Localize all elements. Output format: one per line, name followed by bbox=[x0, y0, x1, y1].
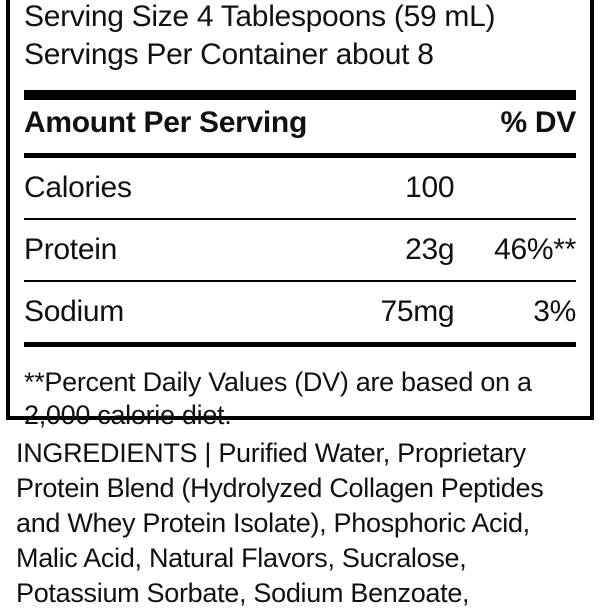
nutrient-amount: 75mg bbox=[380, 295, 455, 328]
column-header-percent-dv: % DV bbox=[500, 106, 576, 139]
divider-thin bbox=[24, 212, 576, 227]
column-header-amount-per-serving: Amount Per Serving bbox=[24, 106, 307, 139]
nutrient-name: Sodium bbox=[24, 295, 124, 328]
ingredients-text: Purified Water, Proprietary Protein Blend (Hydrolyzed Collagen Peptides and Whey Protein Isolate), Phosphoric Acid, Malic Acid, Natural Flavors, Sucralose, Potassium Sorbate, Sodium Benzoate, bbox=[16, 438, 544, 608]
table-row bbox=[24, 227, 576, 274]
nutrient-amount: 100 bbox=[405, 171, 455, 204]
daily-value-footnote: **Percent Daily Values (DV) are based on a 2,000 calorie diet. bbox=[24, 367, 532, 430]
table-row bbox=[24, 289, 576, 336]
nutrient-dv: 46%** bbox=[494, 233, 576, 266]
nutrient-name: Calories bbox=[24, 171, 132, 204]
nutrient-dv: 3% bbox=[533, 295, 576, 328]
nutrient-name: Protein bbox=[24, 233, 117, 266]
nutrition-panel bbox=[6, 0, 594, 430]
ingredients-section bbox=[16, 436, 594, 611]
divider-thin bbox=[24, 274, 576, 289]
divider-thick bbox=[24, 90, 576, 100]
divider-medium-bottom bbox=[24, 336, 576, 354]
serving-size-text: Serving Size 4 Tablespoons (59 mL) bbox=[24, 0, 496, 33]
nutrient-dv bbox=[468, 165, 576, 212]
divider-medium bbox=[24, 147, 576, 165]
nutrients-table bbox=[24, 100, 576, 354]
servings-per-container-text: Servings Per Container about 8 bbox=[24, 38, 434, 71]
column-header-spacer bbox=[315, 100, 469, 147]
nutrient-amount: 23g bbox=[405, 233, 455, 266]
table-row bbox=[24, 165, 576, 212]
ingredients-heading: INGREDIENTS | bbox=[16, 438, 212, 468]
nutrients-table-header bbox=[24, 100, 576, 147]
